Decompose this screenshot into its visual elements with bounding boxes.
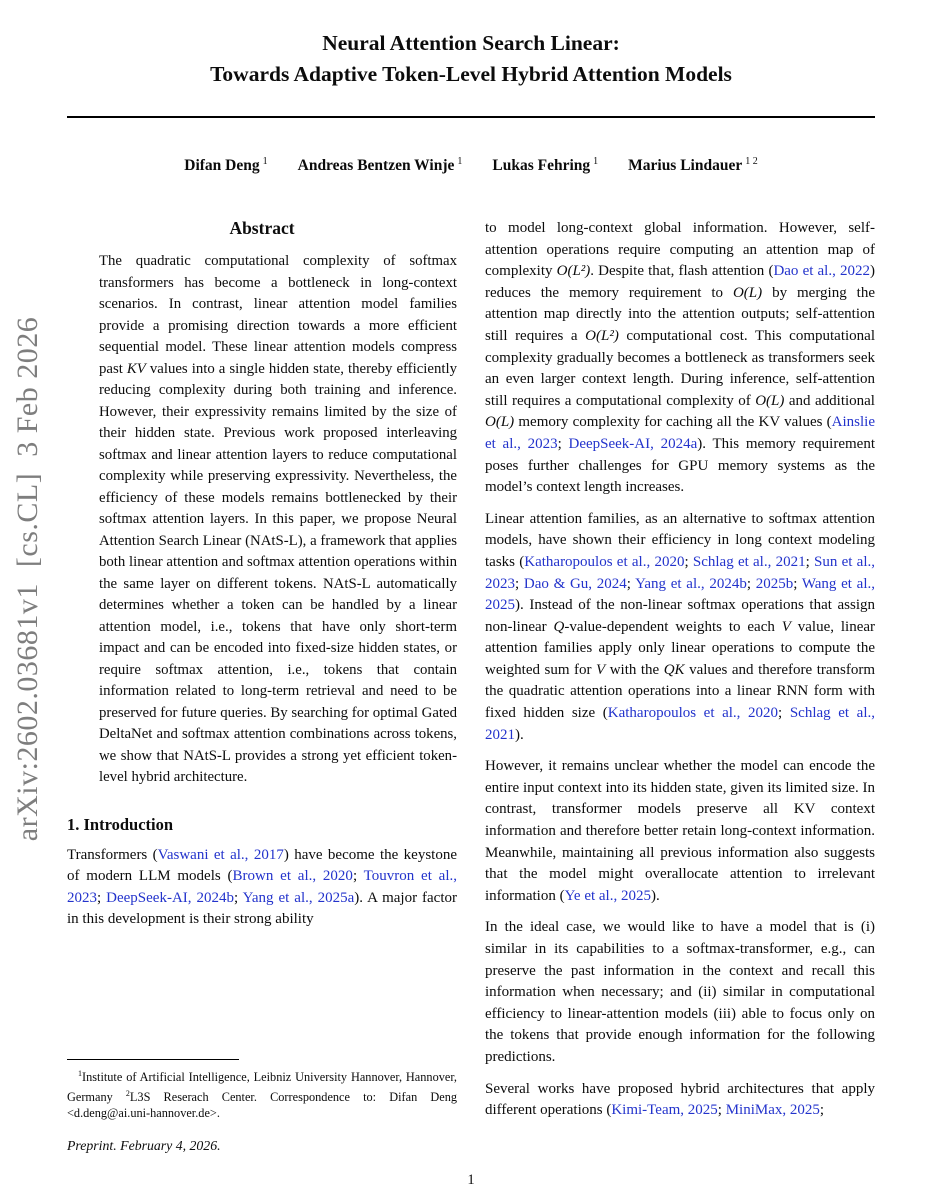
page-number: 1 — [467, 1172, 475, 1188]
math-text: O(L) — [755, 392, 785, 409]
citation-link[interactable]: Kimi-Team, 2025 — [611, 1102, 718, 1119]
right-column — [485, 218, 875, 1122]
citation-link[interactable]: Yang et al., 2024b — [635, 575, 747, 592]
citation-link[interactable]: Schlag et al., 2021 — [692, 553, 806, 570]
intro-paragraph: Transformers (Vaswani et al., 2017) have become the keystone of modern LLM models (Brown et al., 2020; Touvron et al., 2023; DeepSeek-AI, 2024b; Yang et al., 2025a). A major factor in this development is their strong ability — [67, 846, 458, 928]
author-affiliation-superscript: 1 — [457, 156, 463, 167]
body-paragraph: In the ideal case, we would like to have a model that is (i) similar in its capabilities to a softmax-transformer, e.g., can preserve the past information in the context and recall this information when necessary; and (ii) similar in computational efficiency to linear-attention models (iii) able to focus only on the tokens that provide enough information for the following predictions. — [485, 919, 875, 1065]
math-text: O(L) — [732, 284, 763, 301]
footnote-affiliations: $^1$Institute of Artificial Intelligence, Leibniz University Hannover, Hannover, Germany $^2$L3S Reserach Center. Correspondence to: Difan Deng <d.deng@ai.uni-hannover.de>. — [67, 1069, 458, 1121]
math-text: O(L) — [485, 414, 515, 431]
math-text: V — [781, 618, 791, 635]
citation-link[interactable]: Ye et al., 2025 — [564, 887, 651, 904]
paper-title-line1: Neural Attention Search Linear: — [322, 31, 620, 55]
citation-link[interactable]: Ainslie et al., 2023 — [485, 414, 875, 452]
body-paragraph: to model long-context global information. However, self-attention operations require computing an attention map of complexity O(L²). Despite that, flash attention (Dao et al., 2022) reduces the memory requirement to O(L) by merging the attention map directly into the attention outputs; self-attention still requires a O(L²) computational cost. This computational complexity gradually becomes a bottleneck as transformers seek an even larger context length. During inference, self-attention still requires a computational complexity of O(L) and additional O(L) memory complexity for caching all the KV values (Ainslie et al., 2023; DeepSeek-AI, 2024a). This memory requirement poses further challenges for GPU memory systems as the model’s context length increases. — [485, 220, 875, 496]
preprint-date: Preprint. February 4, 2026. — [67, 1138, 221, 1153]
citation-link[interactable]: Schlag et al., 2021 — [485, 705, 876, 743]
citation-link[interactable]: Wang et al., 2025 — [485, 575, 875, 614]
paper-title-line2: Towards Adaptive Token-Level Hybrid Attention Models — [210, 62, 732, 86]
citation-link[interactable]: Sun et al., 2023 — [485, 553, 875, 592]
citation-link[interactable]: 2025b — [755, 575, 794, 592]
citation-link[interactable]: Yang et al., 2025a — [242, 889, 355, 906]
citation-link[interactable]: DeepSeek-AI, 2024b — [106, 889, 234, 906]
citation-link[interactable]: Dao & Gu, 2024 — [523, 575, 627, 592]
title-rule — [67, 116, 875, 118]
body-paragraph: Linear attention families, as an alternative to softmax attention models, have shown their efficiency in long context modeling tasks (Katharopoulos et al., 2020; Schlag et al., 2021; Sun et al., 2023; Dao & Gu, 2024; Yang et al., 2024b; 2025b; Wang et al., 2025). Instead of the non-linear softmax operations that assign non-linear Q-value-dependent weights to each V value, linear attention families apply only linear operations to compute the weighted sum for V with the QK values and therefore transform the quadratic attention operations into a linear RNN form with fixed hidden size (Katharopoulos et al., 2020; Schlag et al., 2021). — [485, 510, 876, 743]
arxiv-watermark: arXiv:2602.03681v1 [cs.CL] 3 Feb 2026 — [11, 316, 44, 842]
citation-link[interactable]: Katharopoulos et al., 2020 — [607, 705, 779, 722]
citation-link[interactable]: MiniMax, 2025 — [725, 1102, 820, 1119]
math-text: KV — [126, 360, 146, 377]
body-paragraph: Several works have proposed hybrid architectures that apply different operations (Kimi-Team, 2025; MiniMax, 2025; — [485, 1080, 875, 1119]
superscript-marker: 1 — [78, 1069, 82, 1079]
left-column — [67, 218, 457, 1154]
citation-link[interactable]: Touvron et al., 2023 — [67, 868, 458, 906]
abstract-heading: Abstract — [229, 218, 295, 238]
citation-link[interactable]: Brown et al., 2020 — [232, 868, 353, 885]
math-text: V — [596, 661, 606, 678]
math-text: O(L²) — [585, 327, 619, 344]
footnote-block — [67, 1059, 457, 1154]
author — [628, 156, 758, 175]
citation-link[interactable]: Katharopoulos et al., 2020 — [524, 553, 685, 570]
abstract-text: The quadratic computational complexity of softmax transformers has become a bottleneck in long-context scenarios. In contrast, linear attention model families provide a promising direction towards a more efficient sequential model. These linear attention models compress past KV values into a single hidden state, thereby efficiently reducing complexity during both training and inference. However, their expressivity remains limited by the size of their hidden state. Previous work proposed interleaving softmax and linear attention layers to reduce computational complexity while preserving expressivity. Nevertheless, the efficiency of these models remains bottlenecked by their softmax attention layers. In this paper, we propose Neural Attention Search Linear (NAtS-L), a framework that applies both linear attention and softmax attention operations within the same layer on different tokens. NAtS-L automatically determines whether a token can be handled by a linear attention model, i.e., tokens that have only short-term impact and can be encoded into fixed-size hidden states, or require softmax attention, i.e., tokens that contain information related to long-term retrieval and need to be preserved for future queries. By searching for optimal Gated DeltaNet and softmax attention combinations across tokens, we show that NAtS-L provides a strong yet efficient token-level hybrid architecture. — [99, 253, 457, 785]
author-list — [67, 156, 875, 175]
math-text: O(L²) — [556, 263, 591, 280]
body-paragraph: However, it remains unclear whether the model can encode the entire input context into its hidden state, given its limited size. In contrast, transformer models preserve all KV context information and therefore better retain long-context information. Meanwhile, maintaining all previous information also suggests that the model might overallocate attention to irrelevant information (Ye et al., 2025). — [485, 758, 875, 904]
author-name: Marius Lindauer — [628, 157, 743, 175]
author-name: Lukas Fehring — [492, 157, 591, 175]
author — [298, 156, 463, 175]
citation-link[interactable]: Vaswani et al., 2017 — [157, 846, 284, 863]
author-name: Difan Deng — [184, 157, 260, 175]
citation-link[interactable]: DeepSeek-AI, 2024a — [568, 435, 698, 452]
author — [184, 156, 267, 175]
author-affiliation-superscript: 1 2 — [745, 156, 758, 167]
math-text: QK — [663, 661, 685, 678]
citation-link[interactable]: Dao et al., 2022 — [773, 263, 870, 280]
author-affiliation-superscript: 1 — [262, 156, 268, 167]
superscript-marker: 2 — [125, 1088, 130, 1098]
section-heading-introduction: 1. Introduction — [67, 814, 174, 834]
author-name: Andreas Bentzen Winje — [297, 157, 455, 175]
math-text: Q — [553, 618, 565, 635]
author — [492, 156, 598, 175]
author-affiliation-superscript: 1 — [593, 156, 599, 167]
footnote-rule — [67, 1059, 239, 1060]
paper-header — [67, 28, 875, 175]
